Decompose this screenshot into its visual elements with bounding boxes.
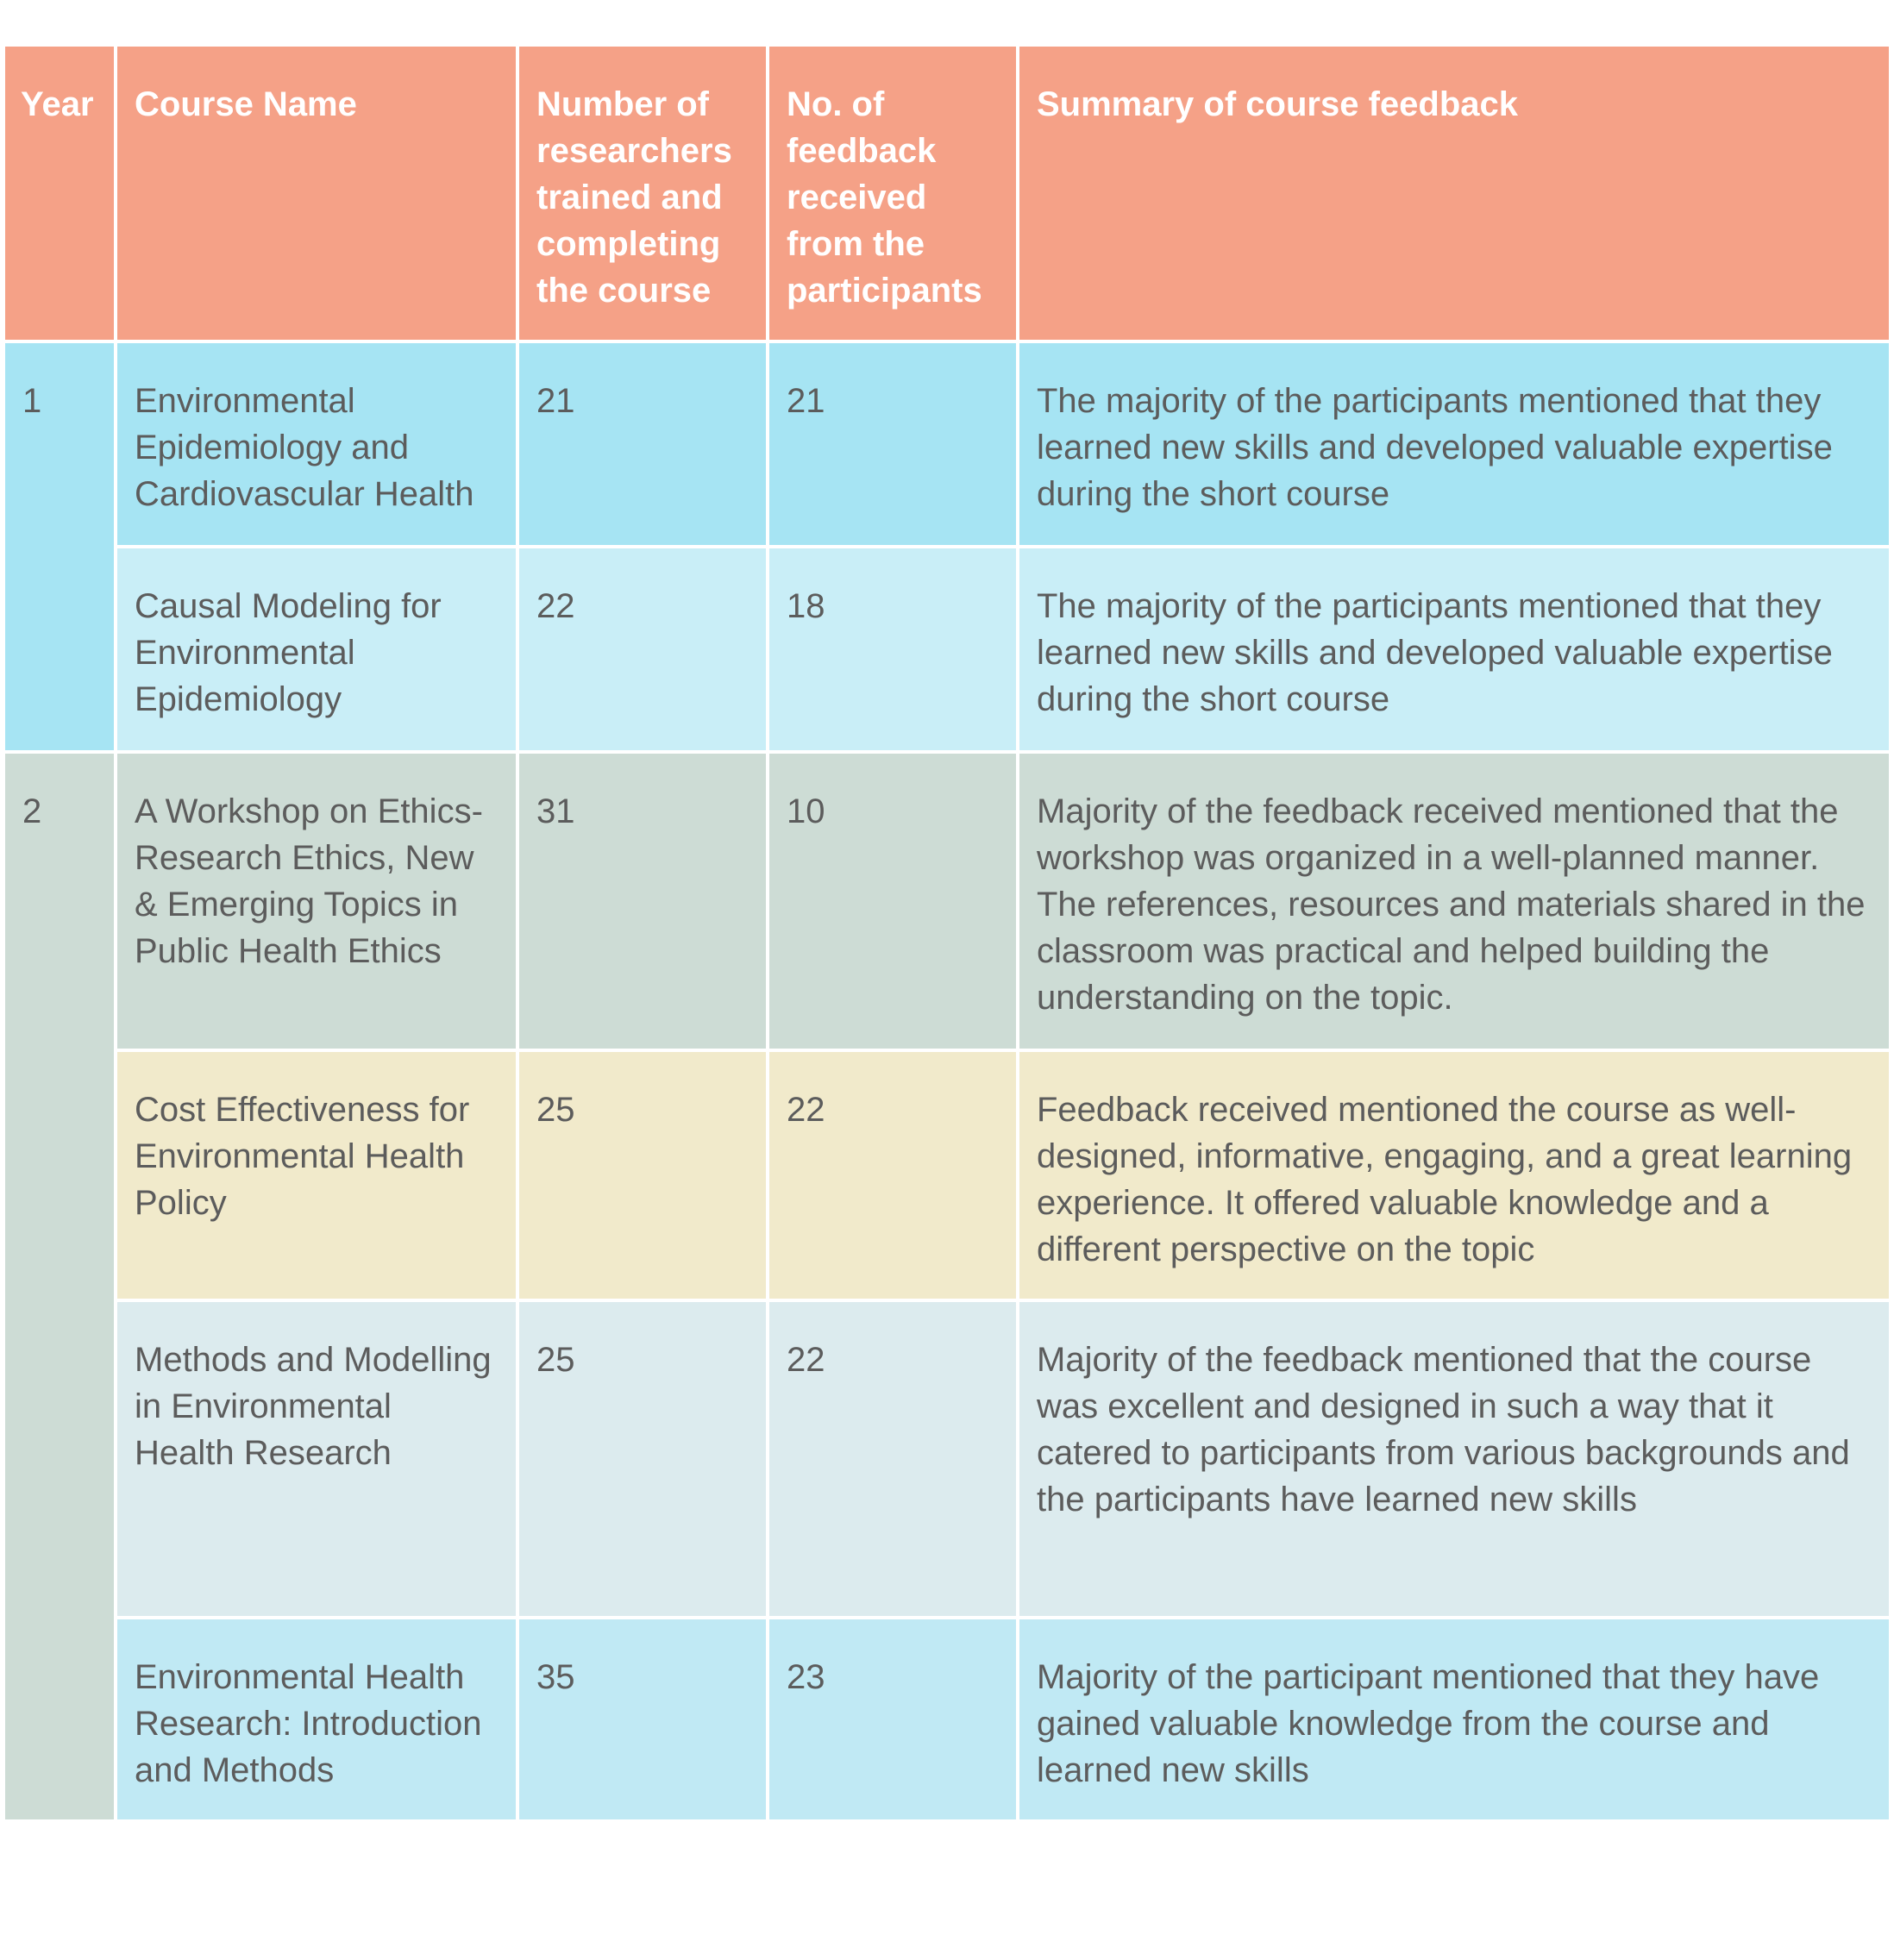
table-row — [3, 1300, 1891, 1618]
feedback-count-cell: 23 — [768, 1618, 1018, 1821]
feedback-count-cell: 22 — [768, 1300, 1018, 1618]
feedback-summary-cell: Feedback received mentioned the course as well-designed, informative, engaging, and a great learning experience. It offered valuable knowledge and a different perspective on the topic — [1018, 1050, 1891, 1300]
table-row — [3, 341, 1891, 547]
course-name-cell: Environmental Health Research: Introduction and Methods — [116, 1618, 517, 1821]
course-name-cell: A Workshop on Ethics-Research Ethics, New & Emerging Topics in Public Health Ethics — [116, 752, 517, 1050]
table-header-row — [3, 45, 1891, 341]
table-row — [3, 547, 1891, 752]
feedback-summary-cell: Majority of the feedback mentioned that the course was excellent and designed in such a way that it catered to participants from various backgrounds and the participants have learned new skills — [1018, 1300, 1891, 1618]
course-feedback-table — [2, 43, 1892, 1823]
course-name-cell: Methods and Modelling in Environmental Health Research — [116, 1300, 517, 1618]
feedback-summary-cell: The majority of the participants mentioned that they learned new skills and developed valuable expertise during the short course — [1018, 547, 1891, 752]
course-feedback-table-container — [2, 43, 1889, 1823]
feedback-count-cell: 10 — [768, 752, 1018, 1050]
feedback-count-cell: 18 — [768, 547, 1018, 752]
feedback-count-cell: 21 — [768, 341, 1018, 547]
course-name-cell: Causal Modeling for Environmental Epidemiology — [116, 547, 517, 752]
year-cell: 1 — [3, 341, 116, 752]
table-row — [3, 1618, 1891, 1821]
trained-count-cell: 31 — [517, 752, 768, 1050]
feedback-count-cell: 22 — [768, 1050, 1018, 1300]
course-name-cell: Cost Effectiveness for Environmental Health Policy — [116, 1050, 517, 1300]
header-feedback-summary: Summary of course feedback — [1018, 45, 1891, 341]
feedback-summary-cell: The majority of the participants mentioned that they learned new skills and developed valuable expertise during the short course — [1018, 341, 1891, 547]
table-row — [3, 1050, 1891, 1300]
table-row — [3, 752, 1891, 1050]
course-name-cell: Environmental Epidemiology and Cardiovascular Health — [116, 341, 517, 547]
header-year: Year — [3, 45, 116, 341]
trained-count-cell: 35 — [517, 1618, 768, 1821]
year-cell: 2 — [3, 752, 116, 1821]
trained-count-cell: 22 — [517, 547, 768, 752]
trained-count-cell: 25 — [517, 1300, 768, 1618]
header-researchers-trained: Number of researchers trained and completing the course — [517, 45, 768, 341]
feedback-summary-cell: Majority of the feedback received mentioned that the workshop was organized in a well-planned manner. The references, resources and materials shared in the classroom was practical and helped building the understanding on the topic. — [1018, 752, 1891, 1050]
header-feedback-count: No. of feedback received from the participants — [768, 45, 1018, 341]
trained-count-cell: 21 — [517, 341, 768, 547]
feedback-summary-cell: Majority of the participant mentioned that they have gained valuable knowledge from the course and learned new skills — [1018, 1618, 1891, 1821]
trained-count-cell: 25 — [517, 1050, 768, 1300]
header-course-name: Course Name — [116, 45, 517, 341]
